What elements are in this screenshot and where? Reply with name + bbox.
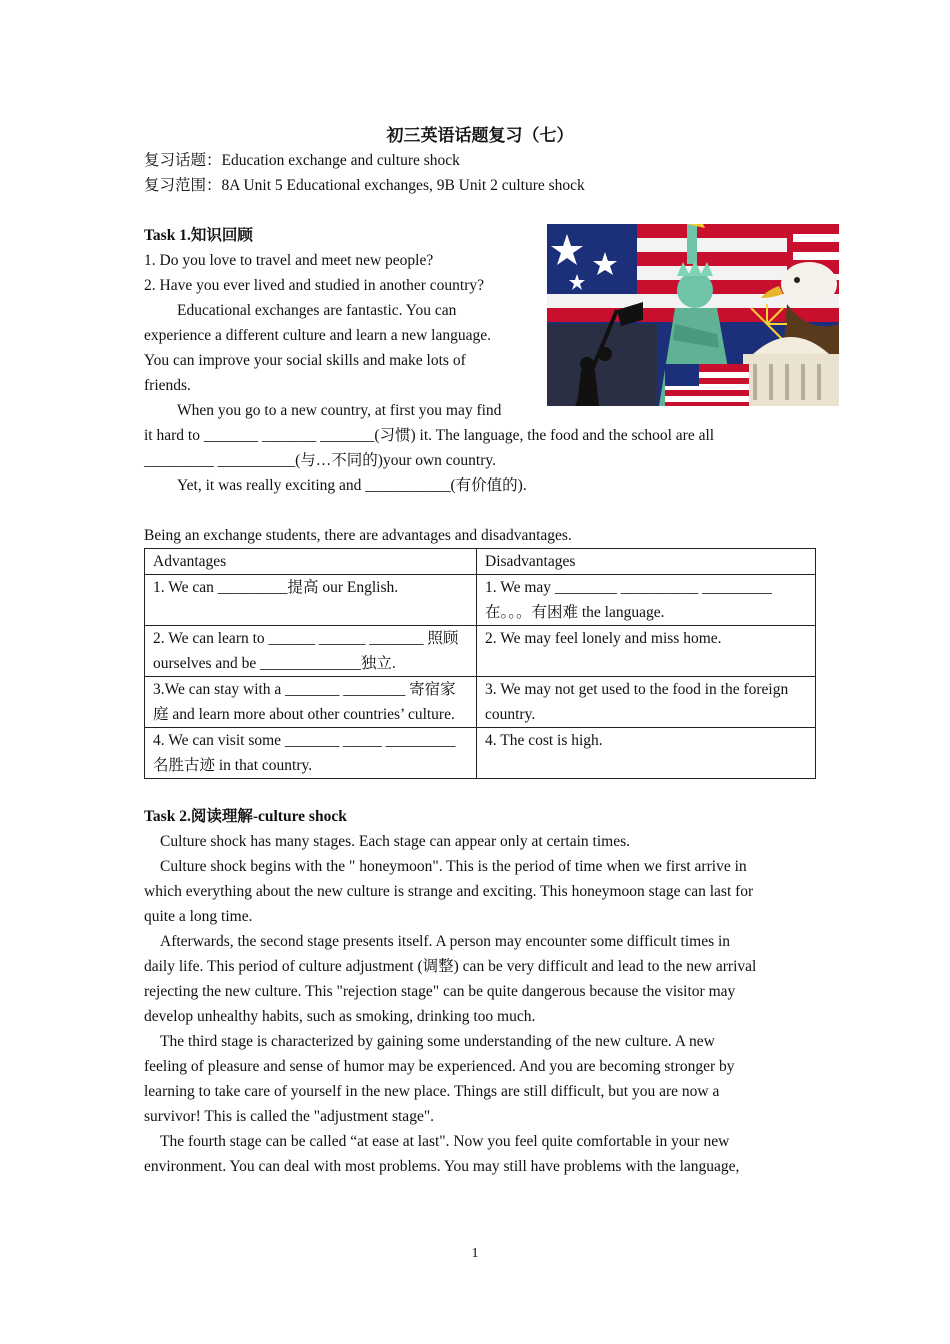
reading-line: which everything about the new culture is strange and exciting. This honeymoon stage can last for [144,883,754,900]
question-2: 2. Have you ever lived and studied in another country? [144,277,485,294]
table-cell: 3.We can stay with a _______ ________ 寄宿家庭 and learn more about other countries’ culture. [145,677,477,728]
table-header-cell: Disadvantages [477,549,816,575]
reading-line: Culture shock begins with the " honeymoon". This is the period of time when we first arrive in [160,858,747,875]
reading-line: survivor! This is called the "adjustment stage". [144,1108,435,1125]
paragraph-line: friends. [144,377,191,394]
task1-heading: Task 1.知识回顾 [144,227,253,244]
table-row [145,677,816,728]
reading-line: develop unhealthy habits, such as smoking, drinking too much. [144,1008,536,1025]
table-cell: 4. The cost is high. [477,728,816,779]
fill-in-line: Yet, it was really exciting and ___________(有价值的). [177,477,527,494]
reading-line: Afterwards, the second stage presents itself. A person may encounter some difficult times in [160,933,731,950]
fill-in-line: it hard to _______ _______ _______(习惯) it. The language, the food and the school are all [144,427,715,444]
table-intro: Being an exchange students, there are advantages and disadvantages. [144,527,572,544]
topic-line: 复习话题：Education exchange and culture shock [144,152,460,169]
reading-line: environment. You can deal with most problems. You may still have problems with the language, [144,1158,740,1175]
small-flag-icon [665,364,749,406]
table-cell: 4. We can visit some _______ _____ _________名胜古迹 in that country. [145,728,477,779]
table-cell: 2. We may feel lonely and miss home. [477,626,816,677]
table-header-cell: Advantages [145,549,477,575]
table-cell: 3. We may not get used to the food in the foreign country. [477,677,816,728]
page-title: 初三英语话题复习（七） [386,126,574,145]
advantages-table [144,548,816,779]
table-row [145,626,816,677]
question-1: 1. Do you love to travel and meet new people? [144,252,434,269]
reading-line: Culture shock has many stages. Each stage can appear only at certain times. [160,833,631,850]
scope-line: 复习范围：8A Unit 5 Educational exchanges, 9B Unit 2 culture shock [144,177,585,194]
table-cell: 2. We can learn to ______ ______ _______ 照顾 ourselves and be _____________独立. [145,626,477,677]
table-cell: 1. We may ________ __________ _________ 在。。。有困难 the language. [477,575,816,626]
table-cell: 1. We can _________提高 our English. [145,575,477,626]
america-collage-image [547,224,839,406]
reading-line: daily life. This period of culture adjustment (调整) can be very difficult and lead to the new arrival [144,958,757,975]
table-row [145,728,816,779]
reading-line: The fourth stage can be called “at ease at last". Now you feel quite comfortable in your new [160,1133,730,1150]
paragraph-line: You can improve your social skills and make lots of [144,352,466,369]
reading-line: rejecting the new culture. This "rejection stage" can be quite dangerous because the visitor may [144,983,736,1000]
reading-line: The third stage is characterized by gaining some understanding of the new culture. A new [160,1033,715,1050]
page-number: 1 [471,1246,479,1261]
table-row [145,575,816,626]
paragraph-line: experience a different culture and learn a new language. [144,327,491,344]
paragraph-line: When you go to a new country, at first you may find [177,402,502,419]
fill-in-line: _________ __________(与…不同的)your own country. [144,452,497,469]
reading-line: quite a long time. [144,908,253,925]
table-header-row [145,549,816,575]
task2-heading: Task 2.阅读理解-culture shock [144,808,347,825]
reading-line: feeling of pleasure and sense of humor may be experienced. And you are becoming stronger by [144,1058,735,1075]
reading-line: learning to take care of yourself in the new place. Things are still difficult, but you are now a [144,1083,720,1100]
paragraph-line: Educational exchanges are fantastic. You can [177,302,457,319]
